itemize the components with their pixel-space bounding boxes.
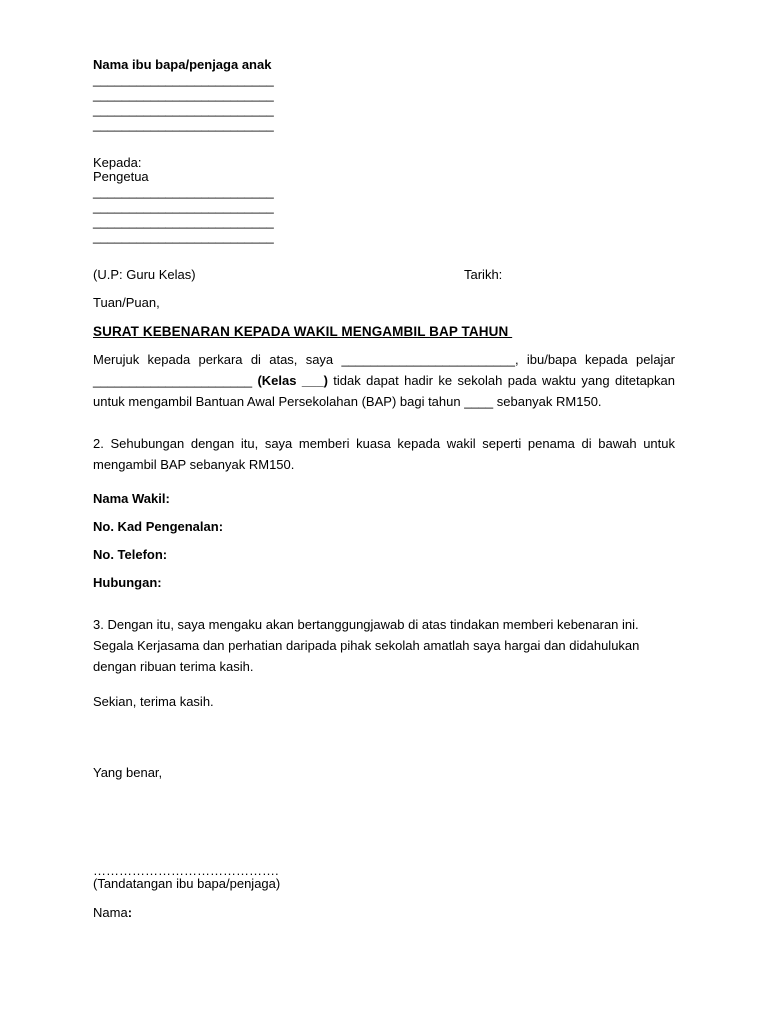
field-ic-number: No. Kad Pengenalan: <box>93 519 224 534</box>
recipient-to-label: Kepada: <box>93 155 142 170</box>
field-phone-number: No. Telefon: <box>93 547 168 562</box>
recipient-title: Pengetua <box>93 169 149 184</box>
sender-blank-line: _________________________ <box>93 87 274 102</box>
sign-off: Yang benar, <box>93 765 163 780</box>
field-relationship: Hubungan: <box>93 575 162 590</box>
letter-subject: SURAT KEBENARAN KEPADA WAKIL MENGAMBIL BAP TAHUN <box>93 324 513 339</box>
class-blank: (Kelas ___) <box>257 373 328 388</box>
signer-name-text: Nama <box>93 905 128 920</box>
sender-blank-line: _________________________ <box>93 72 274 87</box>
paragraph-3 <box>93 614 675 677</box>
paragraph-1 <box>93 349 675 412</box>
signer-name-colon: : <box>127 905 133 920</box>
attention-line: (U.P: Guru Kelas) <box>93 267 196 282</box>
signer-name-label <box>93 905 132 920</box>
paragraph-2-line: mengambil BAP sebanyak RM150. <box>93 457 295 472</box>
sender-blank-line: _________________________ <box>93 102 274 117</box>
recipient-blank-line: _________________________ <box>93 199 274 214</box>
paragraph-3-line: Segala Kerjasama dan perhatian daripada pihak sekolah amatlah saya hargai dan didahulukan <box>93 638 640 653</box>
field-representative-name: Nama Wakil: <box>93 491 170 506</box>
sender-blank-line: _________________________ <box>93 117 274 132</box>
paragraph-2-line: 2. Sehubungan dengan itu, saya memberi kuasa kepada wakil seperti penama di bawah untuk <box>93 436 675 451</box>
closing: Sekian, terima kasih. <box>93 694 214 709</box>
signature-caption: (Tandatangan ibu bapa/penjaga) <box>93 876 281 891</box>
salutation: Tuan/Puan, <box>93 295 160 310</box>
recipient-blank-line: _________________________ <box>93 184 274 199</box>
paragraph-2 <box>93 433 675 475</box>
signature-dots: ……………………………………. <box>93 863 279 878</box>
student-name-blank: ______________________ <box>93 373 258 388</box>
paragraph-3-line: dengan ribuan terima kasih. <box>93 659 254 674</box>
paragraph-1-line <box>93 370 675 391</box>
paragraph-1-line: untuk mengambil Bantuan Awal Persekolahan (BAP) bagi tahun ____ sebanyak RM150. <box>93 394 602 409</box>
paragraph-1-line: Merujuk kepada perkara di atas, saya ________________________, ibu/bapa kepada pelajar <box>93 352 675 367</box>
paragraph-1-text: tidak dapat hadir ke sekolah pada waktu yang ditetapkan <box>327 373 675 388</box>
recipient-blank-line: _________________________ <box>93 229 274 244</box>
paragraph-3-line: 3. Dengan itu, saya mengaku akan bertanggungjawab di atas tindakan memberi kebenaran ini. <box>93 617 639 632</box>
date-label: Tarikh: <box>464 267 503 282</box>
recipient-blank-line: _________________________ <box>93 214 274 229</box>
sender-heading: Nama ibu bapa/penjaga anak <box>93 57 272 72</box>
